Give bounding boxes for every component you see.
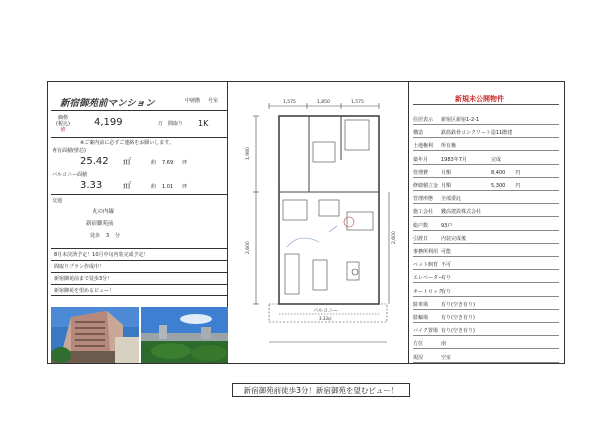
area-tsubo-unit: 坪	[182, 160, 188, 166]
detail-value: 新宿区新宿1-2-1	[441, 117, 480, 123]
detail-value: 南	[441, 341, 447, 348]
dim-left: 1,980	[246, 147, 251, 160]
detail-row	[413, 166, 559, 178]
detail-value: 有り(空き有り)	[441, 328, 475, 335]
detail-key: 修繕積立金	[413, 183, 439, 189]
building-photo	[51, 307, 139, 363]
access-label: 交通	[52, 198, 63, 204]
detail-value: 可能	[441, 249, 452, 255]
access-line: 丸の内線	[92, 209, 115, 215]
detail-value: 内装完成後	[441, 235, 467, 242]
detail-value-extra: 5,300 円	[491, 183, 521, 189]
detail-row	[413, 113, 559, 125]
detail-row	[413, 153, 559, 165]
divider	[51, 110, 228, 111]
detail-key: 構造	[413, 130, 424, 137]
note-row: 新宿御苑前まで徒歩3分！	[51, 272, 228, 283]
detail-key: 方位	[413, 341, 424, 348]
detail-value: 鉄筋鉄骨コンクリート造11階建	[441, 130, 513, 137]
detail-value-extra: 8,400 円	[491, 169, 521, 176]
balcony-label: バルコニー面積	[52, 172, 88, 178]
room-suffix: 号室	[208, 98, 219, 104]
floor-category: 中層階	[185, 98, 201, 104]
balcony-tsubo-unit: 坪	[182, 184, 188, 190]
price-unit: 万	[158, 121, 164, 127]
area-unit: ㎡	[123, 157, 131, 166]
detail-key: 管理費	[413, 169, 429, 176]
detail-key: 築年月	[413, 156, 429, 163]
detail-row	[413, 258, 559, 270]
walk-value: 3	[106, 233, 110, 239]
detail-row	[413, 285, 559, 297]
headline-banner: 新宿御苑前徒歩3分！新宿御苑を望むビュー！	[232, 383, 410, 397]
unpublished-heading: 新規未公開物件	[455, 95, 504, 103]
layout-label: 間取り	[168, 121, 184, 127]
layout-value: 1K	[198, 119, 209, 128]
detail-key: 土地権利	[413, 143, 434, 150]
area-tsubo: 7.69	[162, 160, 174, 166]
area-label: 専有面積(壁芯)	[52, 148, 86, 154]
detail-row	[413, 192, 559, 204]
dim-left-2: 2,600	[246, 241, 251, 254]
detail-row	[413, 245, 559, 257]
detail-key: バイク置場	[413, 328, 438, 335]
detail-row	[413, 126, 559, 138]
detail-row	[413, 351, 559, 363]
detail-key: 管理形態	[413, 196, 434, 203]
detail-value: 月額	[441, 169, 452, 176]
detail-key: 施工会社	[413, 209, 434, 216]
detail-key: 住居表示	[413, 117, 434, 123]
detail-value: 空室	[441, 354, 452, 361]
floorplan-drawing	[229, 82, 408, 363]
notice-text: ※ご案内前に必ずご連絡をお願いします。	[80, 140, 174, 146]
detail-value-extra: 完成	[491, 156, 502, 163]
dim-top-2: 1,850	[317, 100, 330, 105]
walk-label: 徒歩	[90, 233, 101, 239]
access-station: 新宿御苑前	[86, 221, 114, 227]
price-value: 4,199	[94, 117, 123, 128]
detail-key: 総戸数	[413, 222, 429, 229]
dim-top-3: 1,575	[351, 100, 364, 105]
detail-value: 不可	[441, 262, 452, 269]
detail-row	[413, 298, 559, 310]
balcony-floor-area: 3.33㎡	[319, 316, 332, 321]
detail-row	[413, 232, 559, 244]
divider	[51, 194, 228, 195]
detail-value: 月額	[441, 183, 452, 189]
detail-key: 引渡日	[413, 235, 429, 242]
detail-value: 所有権	[441, 143, 457, 150]
detail-row	[413, 311, 559, 323]
detail-row	[413, 205, 559, 217]
detail-value: 93戸	[441, 222, 453, 229]
dim-right: 2,600	[392, 231, 397, 244]
detail-row	[413, 271, 559, 283]
detail-key: ペット飼育	[413, 262, 439, 269]
detail-key: 現況	[413, 354, 424, 361]
property-title: 新宿御苑前マンション	[60, 98, 155, 109]
divider	[51, 137, 228, 138]
note-row: 新宿御苑を望めるビュー！	[51, 284, 228, 296]
balcony-approx: 約	[151, 184, 157, 190]
detail-key: オートロック	[413, 288, 443, 295]
balcony-tsubo: 1.01	[162, 184, 174, 190]
detail-value: 有り	[441, 288, 452, 295]
note-row: 8月末決済予定！10月中旬内装完成予定！	[51, 248, 228, 259]
detail-row	[413, 219, 559, 231]
detail-row	[413, 179, 559, 191]
area-value: 25.42	[80, 156, 109, 167]
note-row: 間取りプラン作成中！	[51, 260, 228, 271]
detail-key: エレベーター	[413, 275, 444, 282]
dim-top-1: 1,575	[283, 100, 296, 105]
area-approx: 約	[151, 160, 157, 166]
detail-value: 1983年7月	[441, 156, 467, 163]
balcony-value: 3.33	[80, 180, 103, 191]
detail-key: 駐輪場	[413, 315, 429, 321]
price-label: 価格 (税込) 値	[56, 115, 70, 133]
heading-row	[413, 92, 559, 105]
detail-value: 錢高建設株式会社	[441, 209, 482, 216]
detail-row	[413, 324, 559, 336]
detail-row	[413, 337, 559, 349]
detail-key: 事務所利用	[413, 249, 439, 255]
detail-value: 有り(空き有り)	[441, 315, 475, 321]
detail-value: 全部委託	[441, 196, 462, 203]
detail-row	[413, 139, 559, 151]
balcony-unit: ㎡	[123, 181, 131, 190]
detail-key: 駐車場	[413, 301, 429, 308]
view-photo	[141, 307, 228, 363]
detail-value: 有り	[441, 275, 452, 282]
detail-value: 有り(空き有り)	[441, 301, 475, 308]
walk-unit: 分	[115, 233, 121, 239]
balcony-floor-label: バルコニー	[313, 308, 339, 314]
